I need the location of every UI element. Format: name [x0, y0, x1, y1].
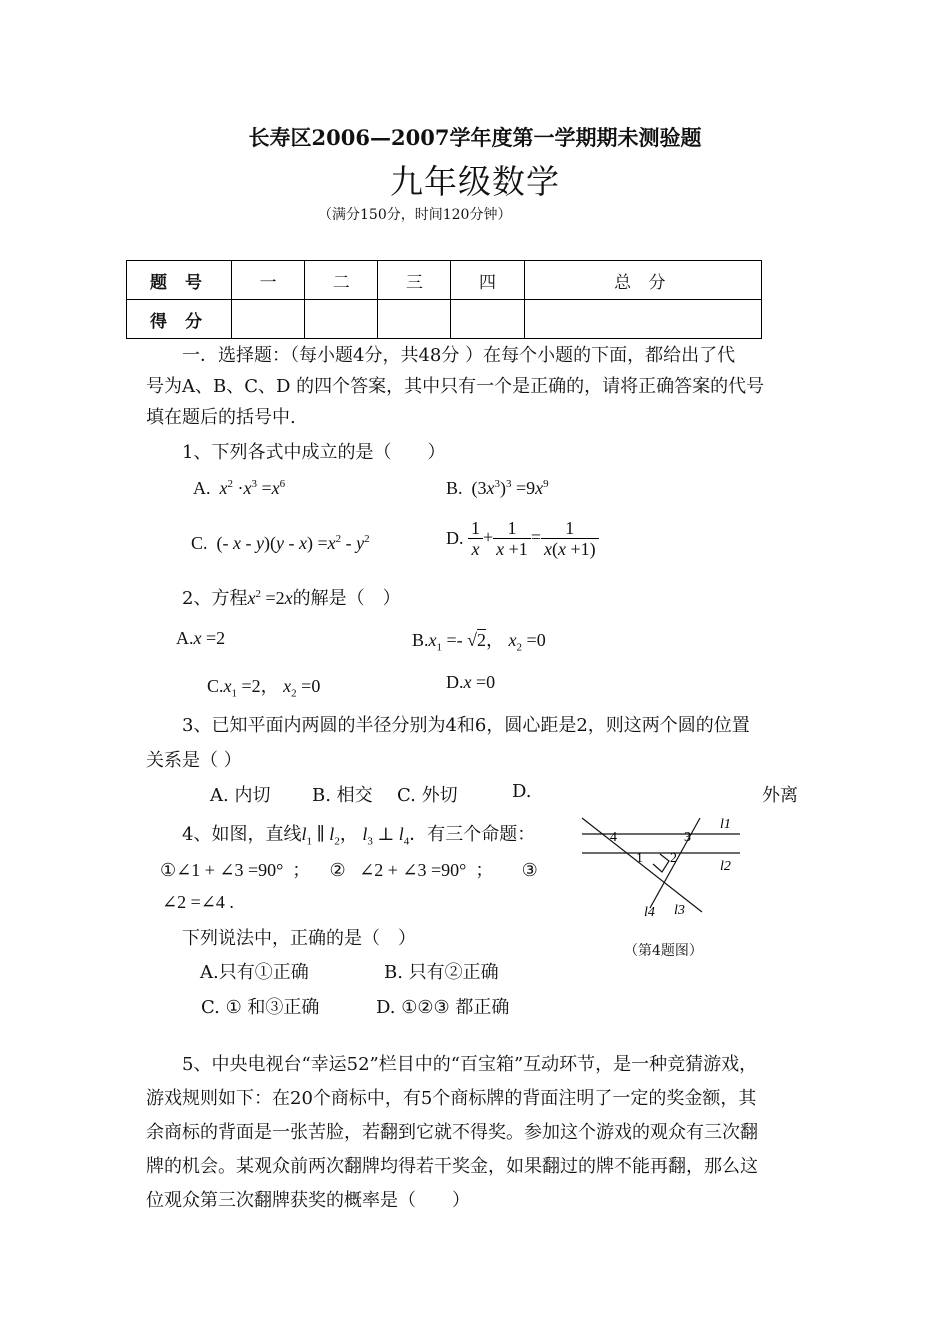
angle-label-4: 4 — [610, 830, 617, 845]
score-table — [126, 260, 762, 339]
q2-stem-prefix: 2、方程 — [182, 588, 248, 609]
angle-label-3: 3 — [684, 830, 691, 845]
q2-stem — [182, 584, 401, 610]
q4-option-d: D. ①②③ 都正确 — [376, 997, 510, 1018]
score-table-cell: 三 — [378, 261, 451, 300]
score-table-cell: 二 — [305, 261, 378, 300]
q3-line1: 3、已知平面内两圆的半径分别为4和6，圆心距是2，则这两个圆的位置 — [182, 715, 750, 736]
formula: x =0 — [463, 672, 496, 692]
q4-figure-caption: （第4题图） — [624, 943, 703, 959]
intro-line: 号为A、B、C、D 的四个答案，其中只有一个是正确的，请将正确答案的代号 — [146, 376, 765, 397]
score-cell-4 — [451, 300, 524, 339]
q3-line2: 关系是（ ） — [146, 750, 242, 771]
formula: ∠1 + ∠3 =90° ； — [176, 860, 324, 880]
q2-stem-suffix: 的解是（ ） — [292, 588, 401, 609]
q1-option-b — [446, 478, 549, 499]
score-table-cell: 总 分 — [524, 261, 761, 300]
q4-proposition-3: ∠2 =∠4 . — [162, 892, 234, 912]
formula: ∠2 + ∠3 =90° ； — [345, 860, 516, 880]
q4-question: 下列说法中，正确的是（ ） — [182, 928, 416, 949]
q5-text — [146, 1048, 810, 1218]
intro-line: 一．选择题：（每小题4分，共48分 ）在每个小题的下面，都给出了代 — [182, 345, 736, 366]
score-table-cell: 题 号 — [127, 261, 232, 300]
proposition-marker: ② — [329, 860, 346, 881]
score-cell-3 — [378, 300, 451, 339]
right-angle-mark — [653, 854, 669, 872]
formula: $(3x^3)^3 =9x^9$ — [467, 478, 549, 498]
line-label-l1: l1 — [720, 817, 731, 832]
q2-option-c — [207, 672, 320, 700]
score-cell-1 — [232, 300, 305, 339]
q4-stem — [182, 820, 535, 848]
q4-option-b: B. 只有②正确 — [384, 962, 499, 983]
score-table-cell: 得 分 — [127, 300, 232, 339]
q2-option-b — [412, 626, 546, 654]
score-cell-total — [524, 300, 761, 339]
q5-line: 位观众第三次翻牌获奖的概率是（ ） — [146, 1190, 470, 1211]
angle-label-1: 1 — [636, 851, 643, 866]
line-label-l4: l4 — [644, 905, 655, 920]
exam-info: （满分150分，时间120分钟） — [318, 207, 512, 223]
document-title: 长寿区2006—2007学年度第一学期期未测验题 — [248, 125, 702, 150]
score-table-cell: 一 — [232, 261, 305, 300]
proposition-marker: ① — [160, 860, 177, 881]
intro-line: 填在题后的括号中. — [146, 407, 296, 428]
q4-stem-prefix: 4、如图，直线 — [182, 824, 302, 845]
score-cell-2 — [305, 300, 378, 339]
option-label: C. — [191, 533, 208, 553]
q2-option-a — [176, 628, 225, 649]
option-label: A. — [193, 478, 211, 498]
option-label: B. — [412, 630, 429, 650]
q5-line: 牌的机会。某观众前两次翻牌均得若干奖金，如果翻过的牌不能再翻，那么这 — [146, 1156, 758, 1177]
q4-figure — [570, 808, 750, 933]
q4-propositions — [160, 856, 538, 882]
formula: $x^2 \cdot x^3 =x^6$ — [219, 478, 286, 498]
proposition-marker: ③ — [521, 860, 538, 881]
q1-option-d — [446, 518, 599, 559]
section-intro — [146, 340, 810, 433]
option-label: B. — [446, 478, 463, 498]
formula: $x^2 =2x$ — [247, 588, 293, 608]
option-label: A. — [176, 628, 194, 648]
score-table-header-row — [127, 261, 762, 300]
formula: $\frac{1}{x}$ + $\frac{1}{x +1}$ = $\frac{1}{x(x +1)}$ — [468, 527, 599, 547]
q3-option-c: C. 外切 — [397, 785, 458, 806]
q5-line: 余商标的背面是一张苦脸，若翻到它就不得奖。参加这个游戏的观众有三次翻 — [146, 1122, 758, 1143]
q1-stem: 1、下列各式中成立的是（ ） — [182, 442, 446, 463]
score-table-score-row — [127, 300, 762, 339]
line-label-l2: l2 — [720, 859, 731, 874]
q3-option-d-label: D. — [512, 781, 532, 802]
q3-option-d-text: 外离 — [762, 785, 798, 806]
angle-label-2: 2 — [670, 851, 677, 866]
q4-option-a: A.只有①正确 — [200, 962, 309, 983]
q3-option-a: A. 内切 — [210, 785, 271, 806]
option-label: D. — [446, 672, 464, 692]
q3-option-b: B. 相交 — [312, 785, 373, 806]
formula: (- $x - y)(y - x) =x^2 - y^2$ — [212, 533, 370, 553]
formula: $l_1$ ∥ $l_2$， $l_3$ ⊥ $l_4$ — [301, 824, 410, 848]
q1-option-a — [193, 478, 285, 499]
line-label-l3: l3 — [674, 903, 685, 918]
option-label: C. — [207, 676, 224, 696]
q4-option-c: C. ① 和③正确 — [201, 997, 320, 1018]
formula: x =2 — [193, 628, 226, 648]
formula: $x_1 =2$， $x_2 =0$ — [223, 676, 321, 700]
q4-stem-suffix: ．有三个命题： — [409, 824, 536, 845]
q5-line: 游戏规则如下：在20个商标中，有5个商标牌的背面注明了一定的奖金额，其 — [146, 1088, 757, 1109]
score-table-cell: 四 — [451, 261, 524, 300]
option-label: D. — [446, 528, 464, 548]
formula: $x_1 =- √2$， $x_2 =0$ — [428, 630, 546, 654]
q2-option-d — [446, 672, 495, 693]
q1-option-c — [191, 533, 370, 554]
subject-title: 九年级数学 — [390, 162, 560, 201]
q5-line: 5、中央电视台“幸运52”栏目中的“百宝箱”互动环节，是一种竞猜游戏， — [182, 1054, 758, 1075]
